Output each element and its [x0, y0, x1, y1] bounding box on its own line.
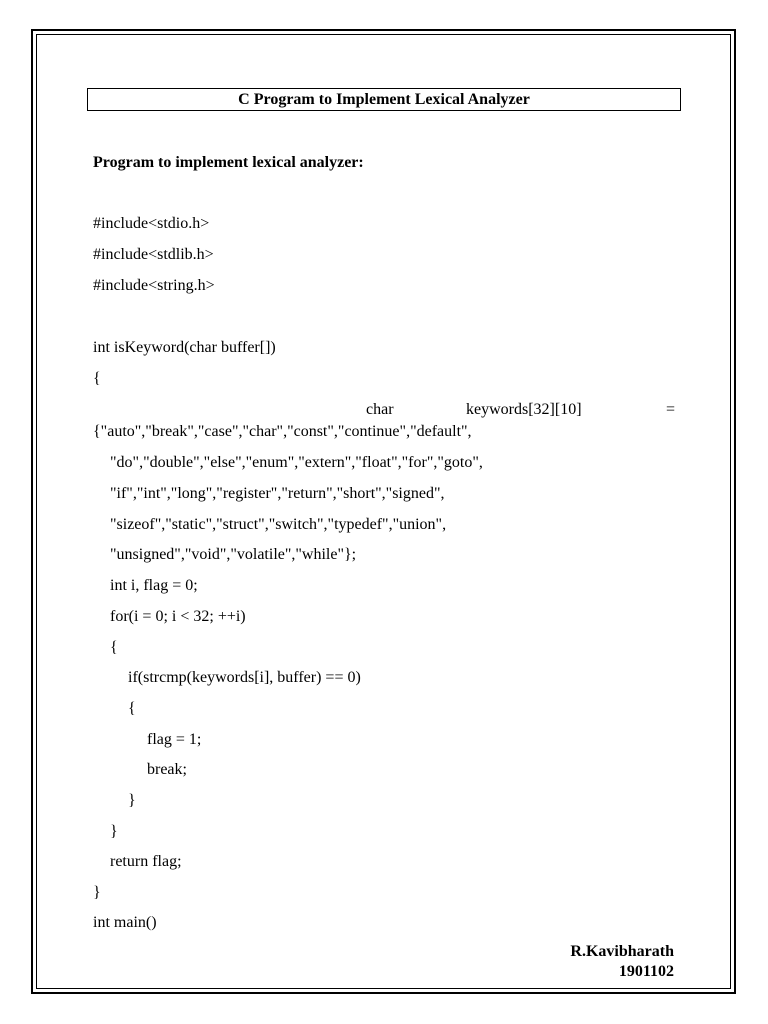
keywords-name: keywords[32][10] [466, 401, 582, 418]
int-declaration: int i, flag = 0; [110, 577, 198, 594]
page-border-inner [36, 34, 731, 989]
if-close-brace: } [128, 792, 136, 809]
return-statement: return flag; [110, 853, 182, 870]
for-open-brace: { [110, 639, 118, 656]
author-signature [570, 942, 674, 982]
author-name: R.Kavibharath [570, 943, 674, 960]
keywords-equals: = [665, 401, 675, 418]
keywords-list-line-4: "sizeof","static","struct","switch","typedef","union", [110, 516, 447, 533]
keywords-list-line-5: "unsigned","void","volatile","while"}; [110, 546, 357, 563]
page-title: C Program to Implement Lexical Analyzer [87, 88, 681, 111]
if-open-brace: { [128, 700, 136, 717]
keywords-list-line-2: "do","double","else","enum","extern","float","for","goto", [110, 454, 483, 471]
include-string: #include<string.h> [93, 277, 215, 294]
function-close-brace: } [93, 884, 101, 901]
for-loop: for(i = 0; i < 32; ++i) [110, 608, 246, 625]
keywords-declaration [93, 400, 675, 420]
keywords-list-line-3: "if","int","long","register","return","short","signed", [110, 485, 445, 502]
keywords-type: char [366, 401, 394, 418]
author-id: 1901102 [618, 963, 674, 980]
main-signature: int main() [93, 914, 157, 931]
break-statement: break; [147, 761, 187, 778]
keywords-list-line-1: {"auto","break","case","char","const","continue","default", [93, 423, 472, 440]
flag-assignment: flag = 1; [147, 731, 202, 748]
for-close-brace: } [110, 823, 118, 840]
function-signature: int isKeyword(char buffer[]) [93, 339, 276, 356]
include-stdio: #include<stdio.h> [93, 215, 210, 232]
include-stdlib: #include<stdlib.h> [93, 246, 214, 263]
function-open-brace: { [93, 370, 101, 387]
section-heading: Program to implement lexical analyzer: [93, 154, 364, 171]
if-statement: if(strcmp(keywords[i], buffer) == 0) [128, 669, 361, 686]
